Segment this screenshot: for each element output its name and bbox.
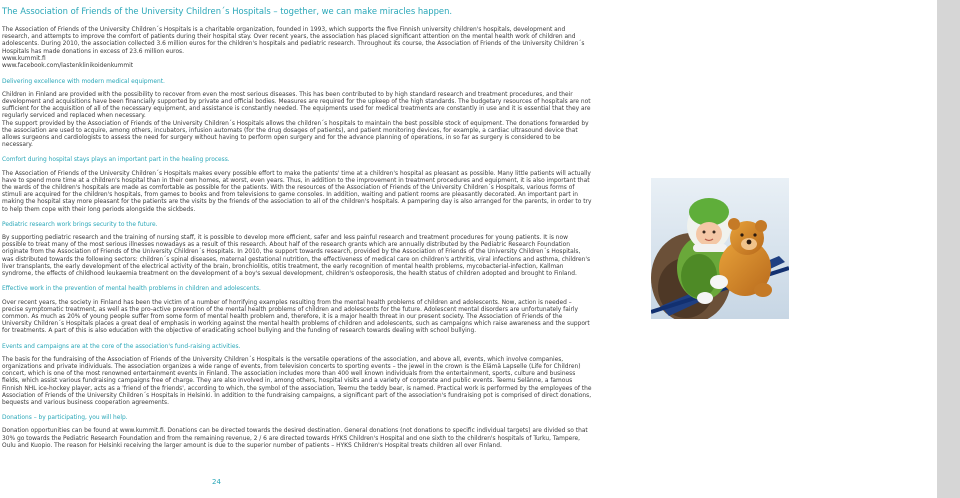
- document-body: [2, 6, 592, 450]
- section-heading-comfort: Comfort during hospital stays plays an important part in the healing process.: [2, 157, 230, 164]
- intro-paragraph: The Association of Friends of the University Children´s Hospitals is a charitable organization, founded in 1993, which supports the five Finnish university children's hospitals, development and research, and attempts to improve the comfort of patients during their hospital stay. Over recent years, the association has placed significant attention on the mental health work of children and adolescents. During 2010, the association collected 3.6 million euros for the children's hospitals and pediatric research. Throughout its course, the Association of Friends of the University Children´s Hospitals has made donations in excess of 23.6 million euros.: [2, 27, 585, 55]
- section-heading-events: Events and campaigns are at the core of the association's fund-raising activities.: [2, 343, 241, 350]
- section-paragraph: The Association of Friends of the University Children´s Hospitals makes every possible effort to make the patients' time at a children's hospital as pleasant as possible. Many little patients will actually have to spend more time at a children's hospital than in their own homes, at worst, even years. Thus, in addition to the improvement in treatment procedures and equipment, it is also important that the wards of the children's hospitals are made as comfortable as possible for the patients. With the resources of the Association of Friends of the University Children´s Hospitals, various forms of stimuli are acquired for the children's hospitals, from games to books and from televisions to game consoles. In addition, waiting and patient rooms are pleasantly decorated. An important part in making the hospital stay more pleasant for the patients are the visits by the friends of the association to all of the children's hospitals. A pampering day is also arranged for the parents, in order to try to help them cope with their long periods alongside the sickbeds.: [2, 170, 592, 213]
- section-heading-mental-health: Effective work in the prevention of mental health problems in children and adolescents.: [2, 286, 261, 293]
- section-paragraph: Over recent years, the society in Finland has been the victim of a number of horrifying examples resulting from the mental health problems of children and adolescents. Now, action is needed – precise symptomatic treatment, as well as the pro-active prevention of the mental health problems of children and adolescents for the future. Adolescent mental disorders are unfortunately fairly common. As much as 20% of young people suffer from some form of mental health problem and, therefore, it is a major health threat in our present society. The Association of Friends of the University Children´s Hospitals places a great deal of emphasis in working against the mental health problems of children and adolescents, such as campaigns which raise awareness and the support for treatments. A part of this is also education with the objective of eradicating school bullying and the funding of research towards dealing with school bullying.: [2, 299, 590, 335]
- section-paragraph: The support provided by the Association of Friends of the University Children´s Hospitals allows the children´s hospitals to maintain the best possible stock of equipment. The donations forwarded by the association are used to acquire, among others, incubators, infusion automats (for the drug dosages of patients), and patient monitoring devices, for example, a cardiac ultrasound device that allows surgeons and cardiologists to assess the need for surgery without having to perform open surgery and for the advance planning of operations, in so far as surgery is considered to be necessary.: [2, 120, 589, 149]
- section-paragraph: The basis for the fundraising of the Association of Friends of the University Children´s Hospitals is the versatile operations of the association, and above all, events, which involve companies, organizations and private individuals. The association organizes a wide range of events, from television concerts to sporting events – the jewel in the crown is the Elämä Lapselle (Life for Children) concert, which is one of the most renowned entertainment events in Finland. The association includes more than 400 well known individuals from the entertainment, sports, culture and business fields, which assist various fundraising campaigns free of charge. They are also involved in, among others, hospital visits and a variety of corporate and public events. Teemu Selänne, a famous Finnish NHL ice-hockey player, acts as a 'friend of the friends', according to which, the symbol of the association, Teemu the teddy bear, is named. Practical work is performed by the employees of the Association of Friends of the University Children´s Hospitals in Helsinki. In addition to the fundraising campaigns, a significant part of the association's fundraising pot is comprised of direct donations, bequests and various business cooperation agreements.: [2, 356, 592, 406]
- section-paragraph: Donation opportunities can be found at www.kummit.fi. Donations can be directed towards the desired destination. General donations (not donations to specific individual targets) are divided so that 30% go towards the Pediatric Research Foundation and from the remaining revenue, 2 / 6 are directed towards HYKS Children's Hospital and one sixth to the children's hospitals of Turku, Tampere, Oulu and Kuopio. The reason for Helsinki receiving the larger amount is due to the superior number of patients – HYKS Children's Hospital treats children all over Finland.: [2, 428, 588, 449]
- section-heading-equipment: Delivering excellence with modern medical equipment.: [2, 78, 165, 85]
- section-paragraph: By supporting pediatric research and the training of nursing staff, it is possible to develop more efficient, safer and less painful research and treatment procedures for young patients. It is now possible to treat many of the most serious illnesses nowadays as a result of this research. About half of the research grants which are annually distributed by the Pediatric Research Foundation originate from the Association of Friends of the University Children´s Hospitals. In 2010, the support towards research, provided by the Association of Friends of the University Children´s Hospitals, was distributed towards the following sectors: children´s spinal diseases, maternal gestational nutrition, the effectiveness of medical care on children's arthritis, viral infections and asthma, children's liver transplants, the early development of the electrical activity of the brain, bronchiolitis, otitis treatment, the early recognition of mental health problems, mycobacterial-infection, Kallman syndrome, the effects of childhood leukaemia treatment on the development of a boy's sexual development, children's osteoporosis, the health status of children adopted and brought to Finland.: [2, 235, 591, 278]
- document-title: The Association of Friends of the University Children´s Hospitals – together, we can make miracles happen.: [2, 6, 453, 16]
- facebook-link[interactable]: www.facebook.com/lastenklinikoidenkummit: [2, 63, 134, 70]
- links-block: [2, 56, 592, 71]
- child-with-teddy-bear-photo: [651, 178, 789, 319]
- page-edge-strip: [937, 0, 960, 498]
- section-paragraph: Children in Finland are provided with the possibility to recover from even the most serious diseases. This has been contributed to by high standard research and treatment procedures, and their development and acquisitions have been financially supported by private and official bodies. Measures are required for the upkeep of the high standards. The budgetary resources of hospitals are not sufficient for the acquisition of all of the necessary equipment, and assistance is constantly needed. The equipments used for medical treatments are constantly in use and it is essential that they are regularly serviced and replaced when necessary.: [2, 91, 591, 120]
- photo-illustration: [651, 178, 789, 319]
- section-heading-research: Pediatric research work brings security to the future.: [2, 221, 158, 228]
- page-number: 24: [212, 478, 221, 486]
- section-heading-donations: Donations – by participating, you will help.: [2, 415, 128, 422]
- website-link[interactable]: www.kummit.fi: [2, 55, 46, 62]
